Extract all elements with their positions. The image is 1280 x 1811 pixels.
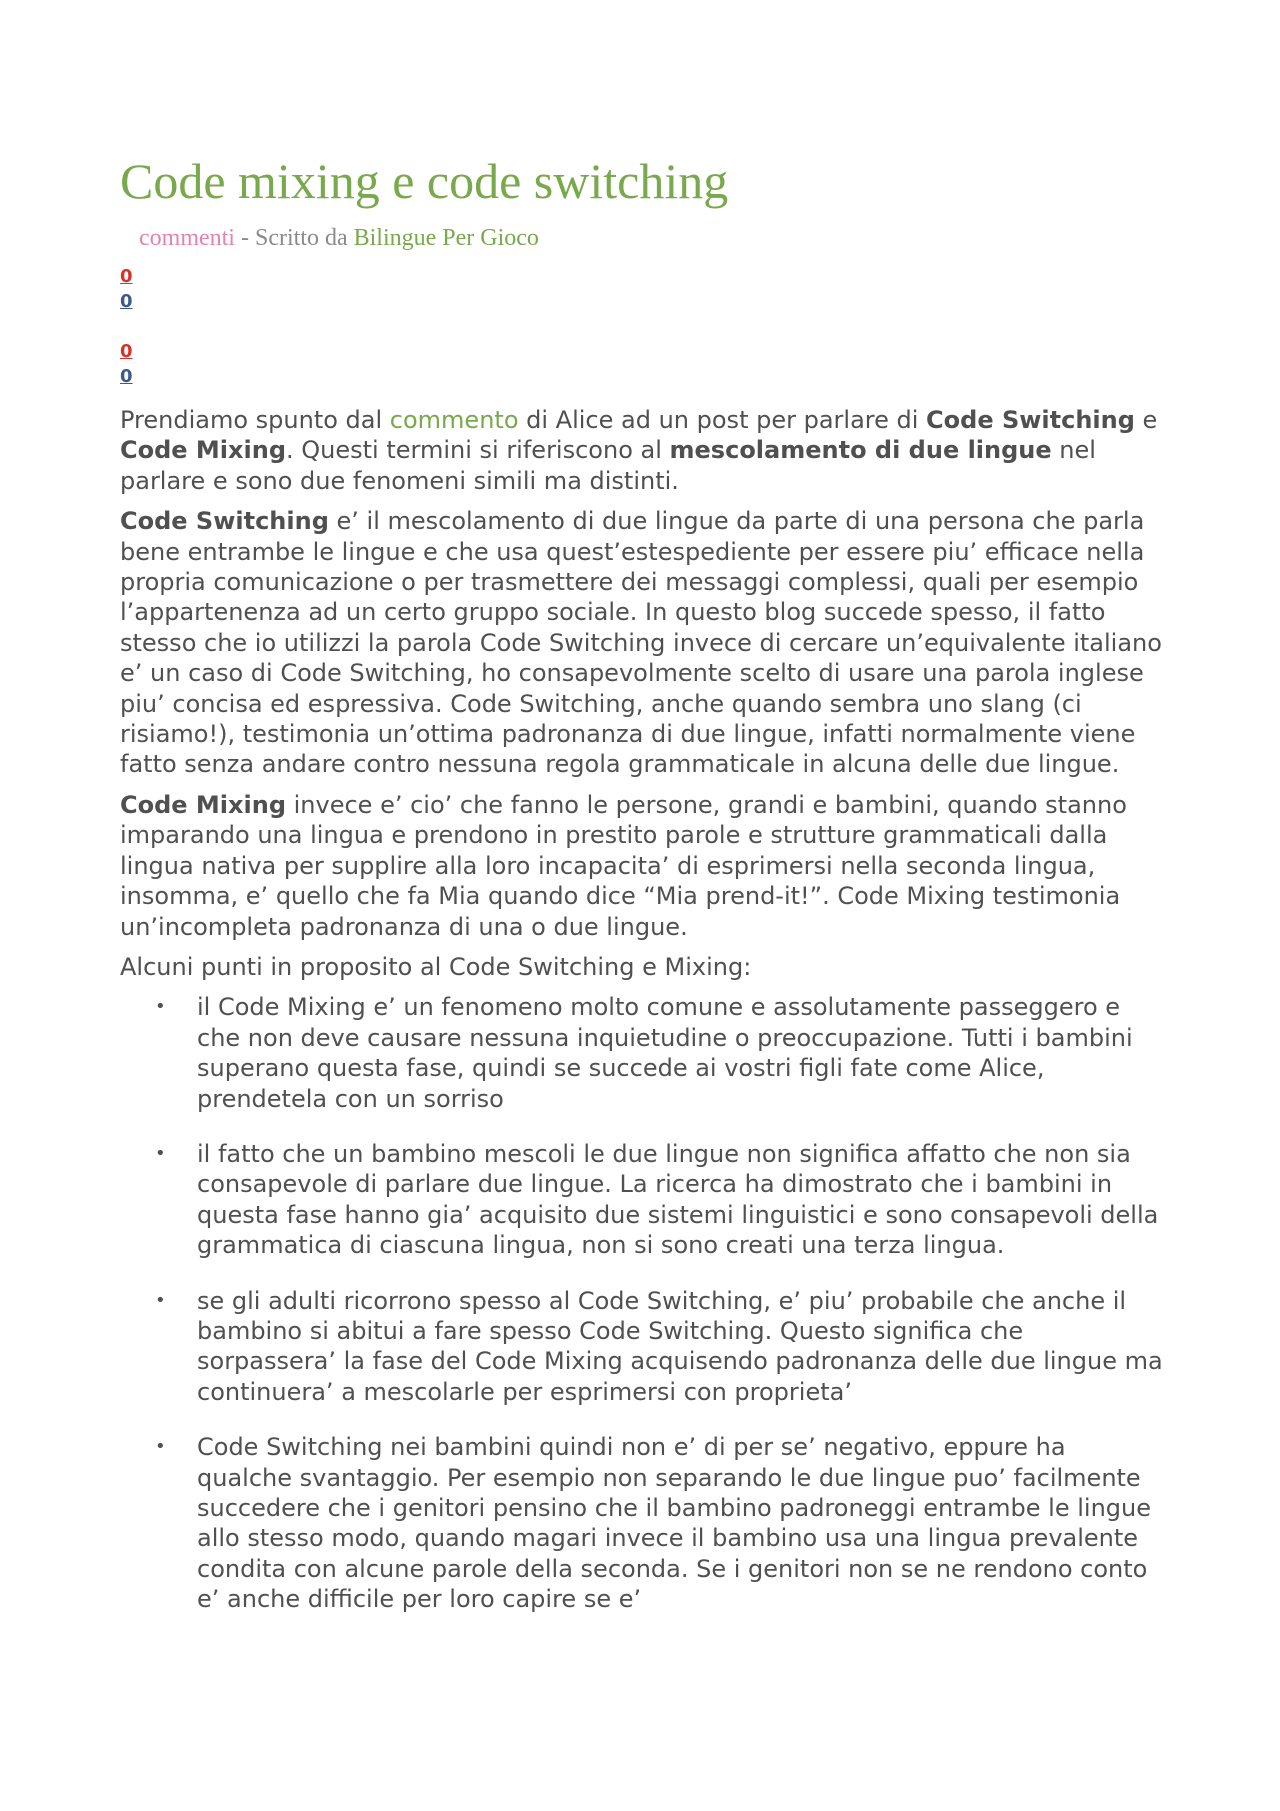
byline [139, 222, 1165, 254]
code-switching-paragraph: Code Switching e’ il mescolamento di due lingue da parte di una persona che parla bene entrambe le lingue e che usa quest’estespediente per essere piu’ efficace nella propria comunicazione o per trasmettere dei messaggi complessi, quali per esempio l’appartenenza ad un certo gruppo sociale. In questo blog succede spesso, il fatto stesso che io utilizzi la parola Code Switching invece di cercare un’equivalente italiano e’ un caso di Code Switching, ho consapevolmente scelto di usare una parola inglese piu’ concisa ed espressiva. Code Switching, anche quando sembra uno slang (ci risiamo!), testimonia un’ottima padronanza di due lingue, infatti normalmente viene fatto senza andare contro nessuna regola grammaticale in alcuna delle due lingue. [120, 507, 1162, 779]
bullet-icon: • [155, 1289, 166, 1311]
article-title: Code mixing e code switching [120, 153, 729, 209]
comments-link[interactable]: commenti [139, 225, 235, 251]
comment-link[interactable]: commento [389, 406, 519, 434]
points-list [120, 992, 1165, 1614]
intro-paragraph: Prendiamo spunto dal commento di Alice ad un post per parlare di Code Switching e Code Mixing. Questi termini si riferiscono al mescolamento di due lingue nel parlare e sono due fenomeni simili ma distinti. [120, 406, 1158, 495]
list-item: • Code Switching nei bambini quindi non e’ di per se’ negativo, eppure ha qualche svantaggio. Per esempio non separando le due lingue puo’ facilmente succedere che i genitori pensino che il bambino padroneggi entrambe le lingue allo stesso modo, quando magari invece il bambino usa una lingua prevalente condita con alcune parole della seconda. Se i genitori non se ne rendono conto e’ anche difficile per loro capire se e’ [155, 1433, 1151, 1614]
dislike-counter-bottom[interactable]: 0 [120, 366, 133, 387]
written-by-label: - Scritto da [240, 225, 348, 251]
like-counter-bottom[interactable]: 0 [120, 341, 133, 362]
bullet-icon: • [155, 1142, 166, 1164]
vote-counters [120, 264, 1165, 389]
article-body [120, 405, 1165, 1615]
bullet-icon: • [155, 996, 166, 1018]
author-link[interactable]: Bilingue Per Gioco [353, 225, 539, 251]
list-item: • il fatto che un bambino mescoli le due lingue non significa affatto che non sia consapevole di parlare due lingue. La ricerca ha dimostrato che i bambini in questa fase hanno gia’ acquisito due sistemi linguistici e sono consapevoli della grammatica di ciascuna lingua, non si sono creati una terza lingua. [155, 1139, 1159, 1260]
article [120, 150, 1165, 1640]
points-intro: Alcuni punti in proposito al Code Switching e Mixing: [120, 952, 752, 981]
list-item: • il Code Mixing e’ un fenomeno molto comune e assolutamente passeggero e che non deve causare nessuna inquietudine o preoccupazione. Tutti i bambini superano questa fase, quindi se succede ai vostri figli fate come Alice, prendetela con un sorriso [155, 993, 1133, 1113]
code-mixing-paragraph: Code Mixing invece e’ cio’ che fanno le persone, grandi e bambini, quando stanno imparando una lingua e prendono in prestito parole e strutture grammaticali dalla lingua nativa per supplire alla loro incapacita’ di esprimersi nella seconda lingua, insomma, e’ quello che fa Mia quando dice “Mia prend-it!”. Code Mixing testimonia un’incompleta padronanza di una o due lingue. [120, 790, 1127, 941]
list-item: • se gli adulti ricorrono spesso al Code Switching, e’ piu’ probabile che anche il bambino si abitui a fare spesso Code Switching. Questo significa che sorpassera’ la fase del Code Mixing acquisendo padronanza delle due lingue ma continuera’ a mescolarle per esprimersi con proprieta’ [155, 1286, 1163, 1406]
bullet-icon: • [155, 1436, 166, 1458]
like-counter-top[interactable]: 0 [120, 266, 133, 287]
dislike-counter-top[interactable]: 0 [120, 291, 133, 312]
